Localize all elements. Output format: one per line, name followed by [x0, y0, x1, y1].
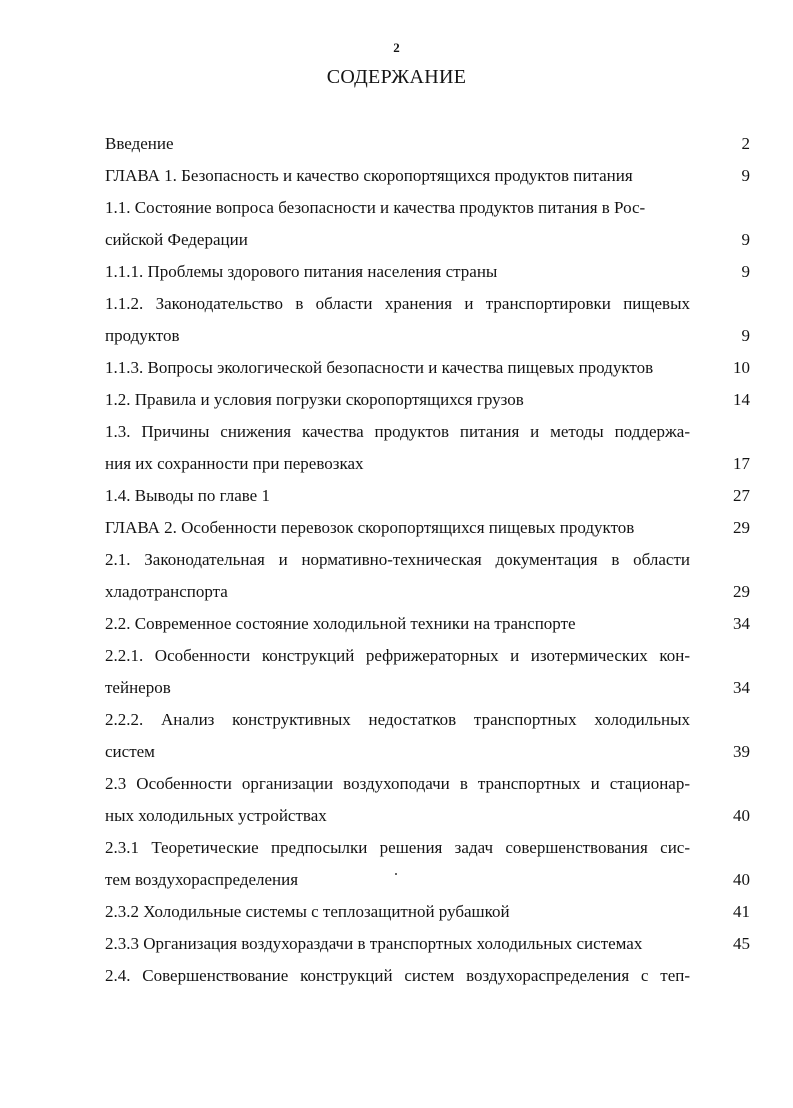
toc-entry-page: 10	[733, 358, 750, 377]
toc-entry-text: 2.4. Совершенствование конструкций систем воздухораспределения с теп-	[105, 966, 690, 985]
toc-entry-text: 2.3.2 Холодильные системы с теплозащитной рубашкой	[105, 902, 510, 921]
toc-line	[105, 128, 750, 160]
toc-line	[105, 864, 750, 896]
toc-line	[105, 768, 750, 800]
toc-entry-page: 17	[733, 454, 750, 473]
toc-entry-page: 9	[741, 262, 750, 281]
table-of-contents	[105, 128, 750, 992]
toc-line	[105, 640, 750, 672]
toc-entry-text: ГЛАВА 2. Особенности перевозок скоропортящихся пищевых продуктов	[105, 518, 635, 537]
toc-entry-text: продуктов	[105, 326, 180, 345]
toc-line	[105, 928, 750, 960]
toc-entry-text: 1.3. Причины снижения качества продуктов питания и методы поддержа-	[105, 422, 690, 441]
toc-line	[105, 736, 750, 768]
toc-entry-page: 40	[733, 806, 750, 825]
toc-entry-text: 2.3.1 Теоретические предпосылки решения задач совершенствования сис-	[105, 838, 690, 857]
toc-line	[105, 832, 750, 864]
toc-entry-text: 2.3 Особенности организации воздухоподачи в транспортных и стационар-	[105, 774, 690, 793]
toc-entry-page: 29	[733, 582, 750, 601]
toc-entry-text: 2.2.2. Анализ конструктивных недостатков транспортных холодильных	[105, 710, 690, 729]
toc-line	[105, 352, 750, 384]
toc-entry-text: 2.2. Современное состояние холодильной техники на транспорте	[105, 614, 576, 633]
toc-line	[105, 288, 750, 320]
toc-entry-text: 2.2.1. Особенности конструкций рефрижераторных и изотермических кон-	[105, 646, 690, 665]
toc-entry-text: Введение	[105, 134, 174, 153]
toc-entry-page: 2	[741, 134, 750, 153]
toc-line	[105, 320, 750, 352]
toc-entry-text: тейнеров	[105, 678, 171, 697]
toc-entry-page: 41	[733, 902, 750, 921]
toc-line	[105, 448, 750, 480]
toc-entry-page: 34	[733, 678, 750, 697]
toc-line	[105, 608, 750, 640]
toc-entry-text: ных холодильных устройствах	[105, 806, 327, 825]
toc-line	[105, 800, 750, 832]
toc-line	[105, 224, 750, 256]
toc-title: СОДЕРЖАНИЕ	[326, 66, 467, 88]
toc-entry-page: 9	[741, 230, 750, 249]
toc-line	[105, 256, 750, 288]
toc-line	[105, 672, 750, 704]
toc-entry-text: систем	[105, 742, 155, 761]
toc-line	[105, 480, 750, 512]
toc-line	[105, 416, 750, 448]
toc-entry-text: 1.2. Правила и условия погрузки скоропортящихся грузов	[105, 390, 524, 409]
toc-line	[105, 384, 750, 416]
toc-entry-page: 27	[733, 486, 750, 505]
toc-entry-text: 1.1.3. Вопросы экологической безопасности и качества пищевых продуктов	[105, 358, 654, 377]
toc-entry-page: 29	[733, 518, 750, 537]
toc-entry-page: 40	[733, 870, 750, 889]
toc-line	[105, 192, 750, 224]
scan-speck	[395, 873, 397, 875]
toc-entry-page: 34	[733, 614, 750, 633]
toc-entry-text: ния их сохранности при перевозках	[105, 454, 364, 473]
toc-entry-page: 39	[733, 742, 750, 761]
toc-entry-text: 1.1. Состояние вопроса безопасности и качества продуктов питания в Рос-	[105, 198, 646, 217]
toc-entry-text: ГЛАВА 1. Безопасность и качество скоропортящихся продуктов питания	[105, 166, 633, 185]
toc-entry-text: 1.1.1. Проблемы здорового питания населения страны	[105, 262, 498, 281]
toc-entry-text: 2.1. Законодательная и нормативно-техническая документация в области	[105, 550, 690, 569]
toc-line	[105, 960, 750, 992]
toc-line	[105, 896, 750, 928]
toc-line	[105, 160, 750, 192]
toc-line	[105, 512, 750, 544]
toc-line	[105, 544, 750, 576]
toc-entry-text: хладотранспорта	[105, 582, 228, 601]
toc-entry-text: 1.4. Выводы по главе 1	[105, 486, 270, 505]
toc-entry-text: 1.1.2. Законодательство в области хранения и транспортировки пищевых	[105, 294, 690, 313]
toc-entry-text: тем воздухораспределения	[105, 870, 299, 889]
toc-line	[105, 704, 750, 736]
toc-entry-page: 9	[741, 326, 750, 345]
toc-entry-page: 9	[741, 166, 750, 185]
toc-line	[105, 576, 750, 608]
toc-entry-page: 45	[733, 934, 750, 953]
page-number: 2	[393, 40, 400, 55]
toc-entry-text: 2.3.3 Организация воздухораздачи в транспортных холодильных системах	[105, 934, 643, 953]
toc-entry-page: 14	[733, 390, 750, 409]
toc-entry-text: сийской Федерации	[105, 230, 248, 249]
